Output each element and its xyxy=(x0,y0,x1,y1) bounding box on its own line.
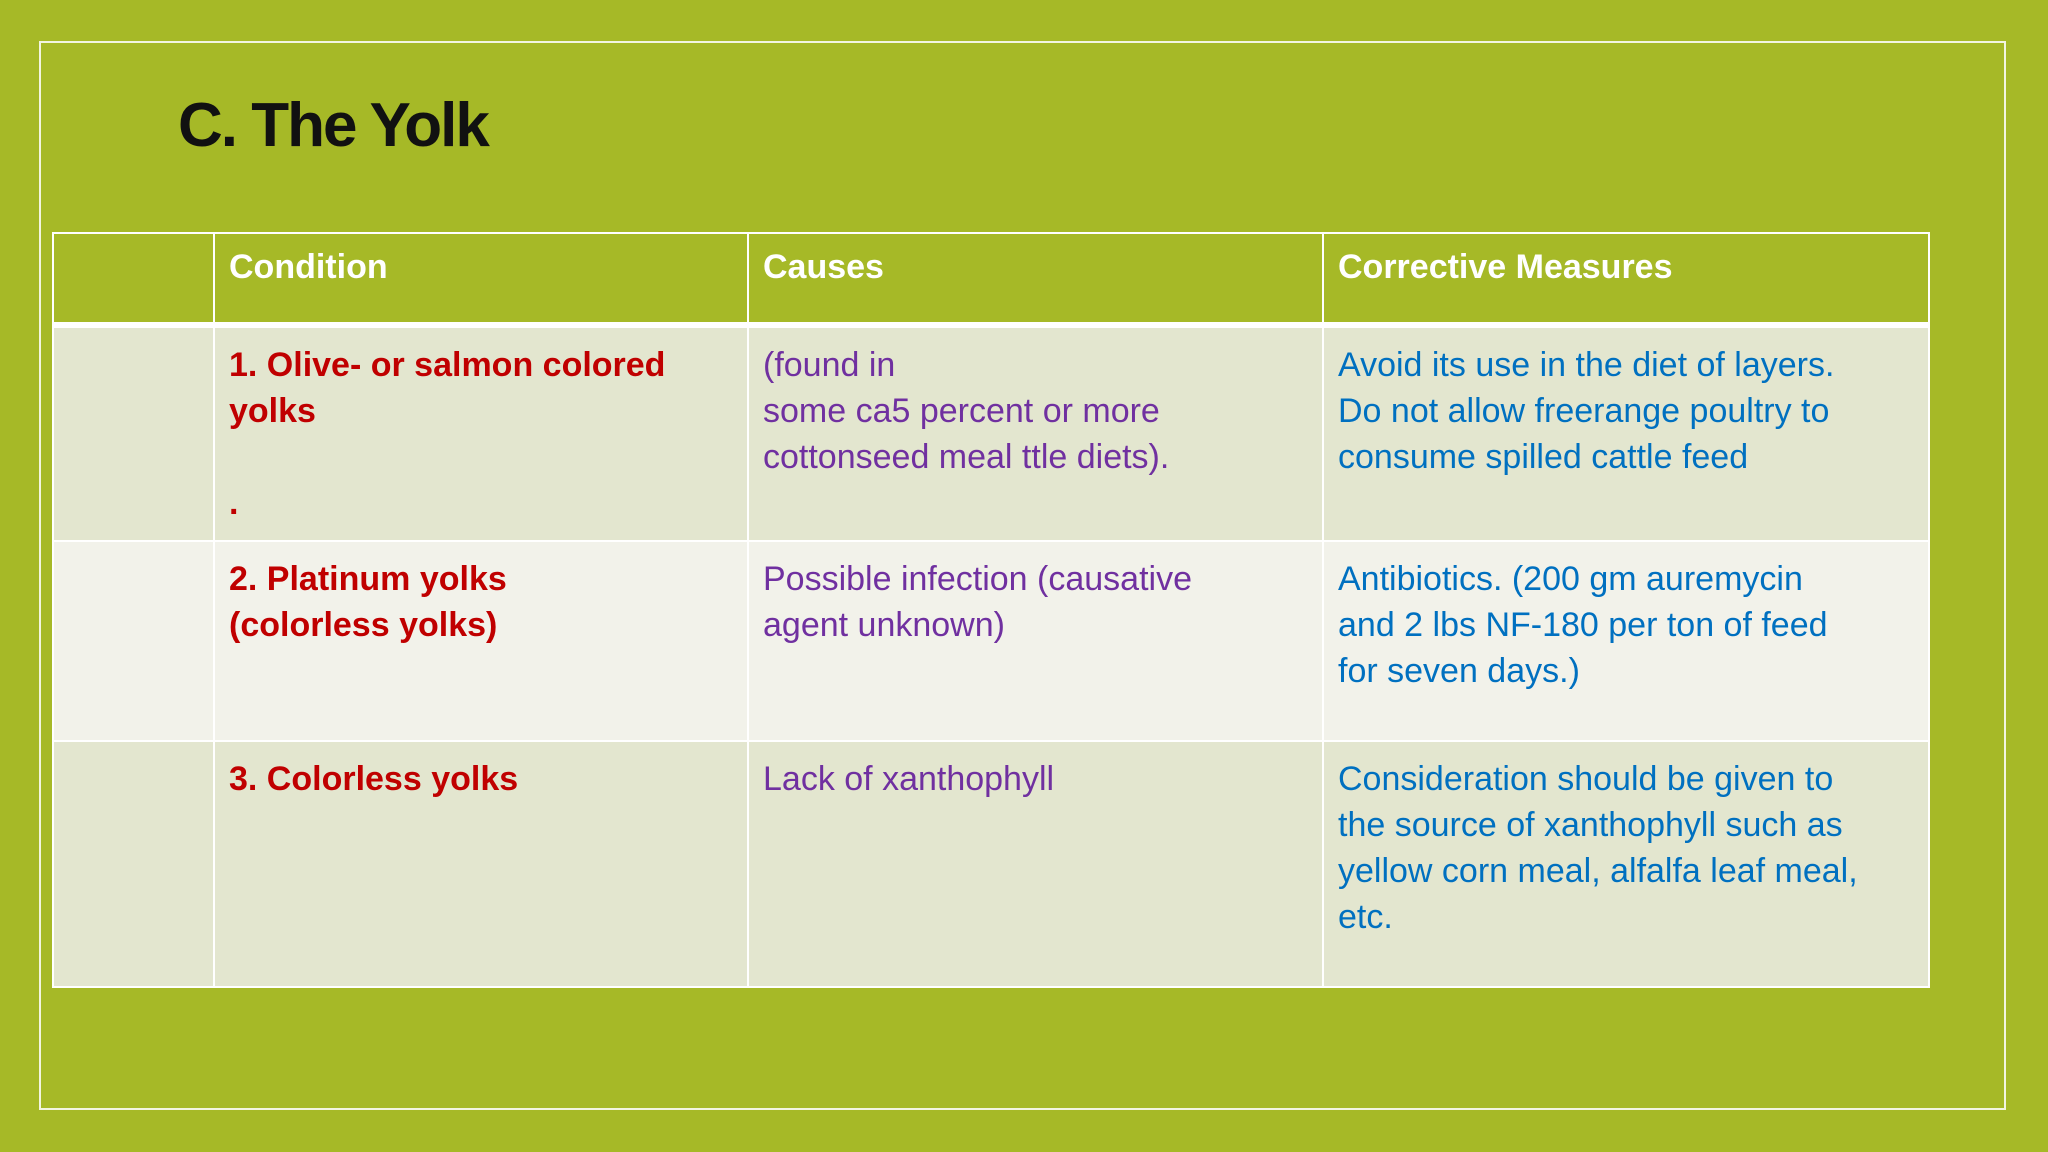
header-causes: Causes xyxy=(748,233,1323,325)
measures-line: the source of xanthophyll such as xyxy=(1338,806,1843,844)
yolk-table xyxy=(52,232,1930,988)
measures-line: and 2 lbs NF-180 per ton of feed xyxy=(1338,606,1828,644)
condition-line: 2. Platinum yolks xyxy=(229,560,507,598)
measures-line: Avoid its use in the diet of layers. xyxy=(1338,346,1835,384)
causes-cell xyxy=(748,541,1323,741)
header-corrective-measures: Corrective Measures xyxy=(1323,233,1929,325)
causes-line: agent unknown) xyxy=(763,606,1005,644)
condition-cell xyxy=(214,741,748,987)
causes-line: some ca5 percent or more xyxy=(763,392,1160,430)
measures-cell xyxy=(1323,325,1929,541)
measures-line: Consideration should be given to xyxy=(1338,760,1834,798)
measures-line: etc. xyxy=(1338,898,1393,936)
table-row xyxy=(53,541,1929,741)
causes-line: (found in xyxy=(763,346,896,384)
condition-extra-text: . xyxy=(229,484,239,522)
causes-text: Lack of xanthophyll xyxy=(763,760,1055,798)
table-row xyxy=(53,325,1929,541)
condition-text: 3. Colorless yolks xyxy=(229,760,519,798)
header-condition: Condition xyxy=(214,233,748,325)
causes-cell xyxy=(748,741,1323,987)
measures-line: Antibiotics. (200 gm auremycin xyxy=(1338,560,1803,598)
measures-line: yellow corn meal, alfalfa leaf meal, xyxy=(1338,852,1858,890)
condition-cell xyxy=(214,541,748,741)
row-blank-cell xyxy=(53,741,214,987)
table-row xyxy=(53,741,1929,987)
condition-cell xyxy=(214,325,748,541)
measures-cell xyxy=(1323,541,1929,741)
causes-cell xyxy=(748,325,1323,541)
measures-line: consume spilled cattle feed xyxy=(1338,438,1749,476)
measures-cell xyxy=(1323,741,1929,987)
measures-line: for seven days.) xyxy=(1338,652,1580,690)
slide-title: C. The Yolk xyxy=(178,91,488,160)
condition-line: (colorless yolks) xyxy=(229,606,498,644)
causes-line: Possible infection (causative xyxy=(763,560,1193,598)
row-blank-cell xyxy=(53,325,214,541)
measures-line: Do not allow freerange poultry to xyxy=(1338,392,1830,430)
row-blank-cell xyxy=(53,541,214,741)
table-header-row xyxy=(53,233,1929,325)
header-blank-cell xyxy=(53,233,214,325)
condition-text: 1. Olive- or salmon colored yolks xyxy=(229,346,666,430)
causes-line: cottonseed meal ttle diets). xyxy=(763,438,1170,476)
